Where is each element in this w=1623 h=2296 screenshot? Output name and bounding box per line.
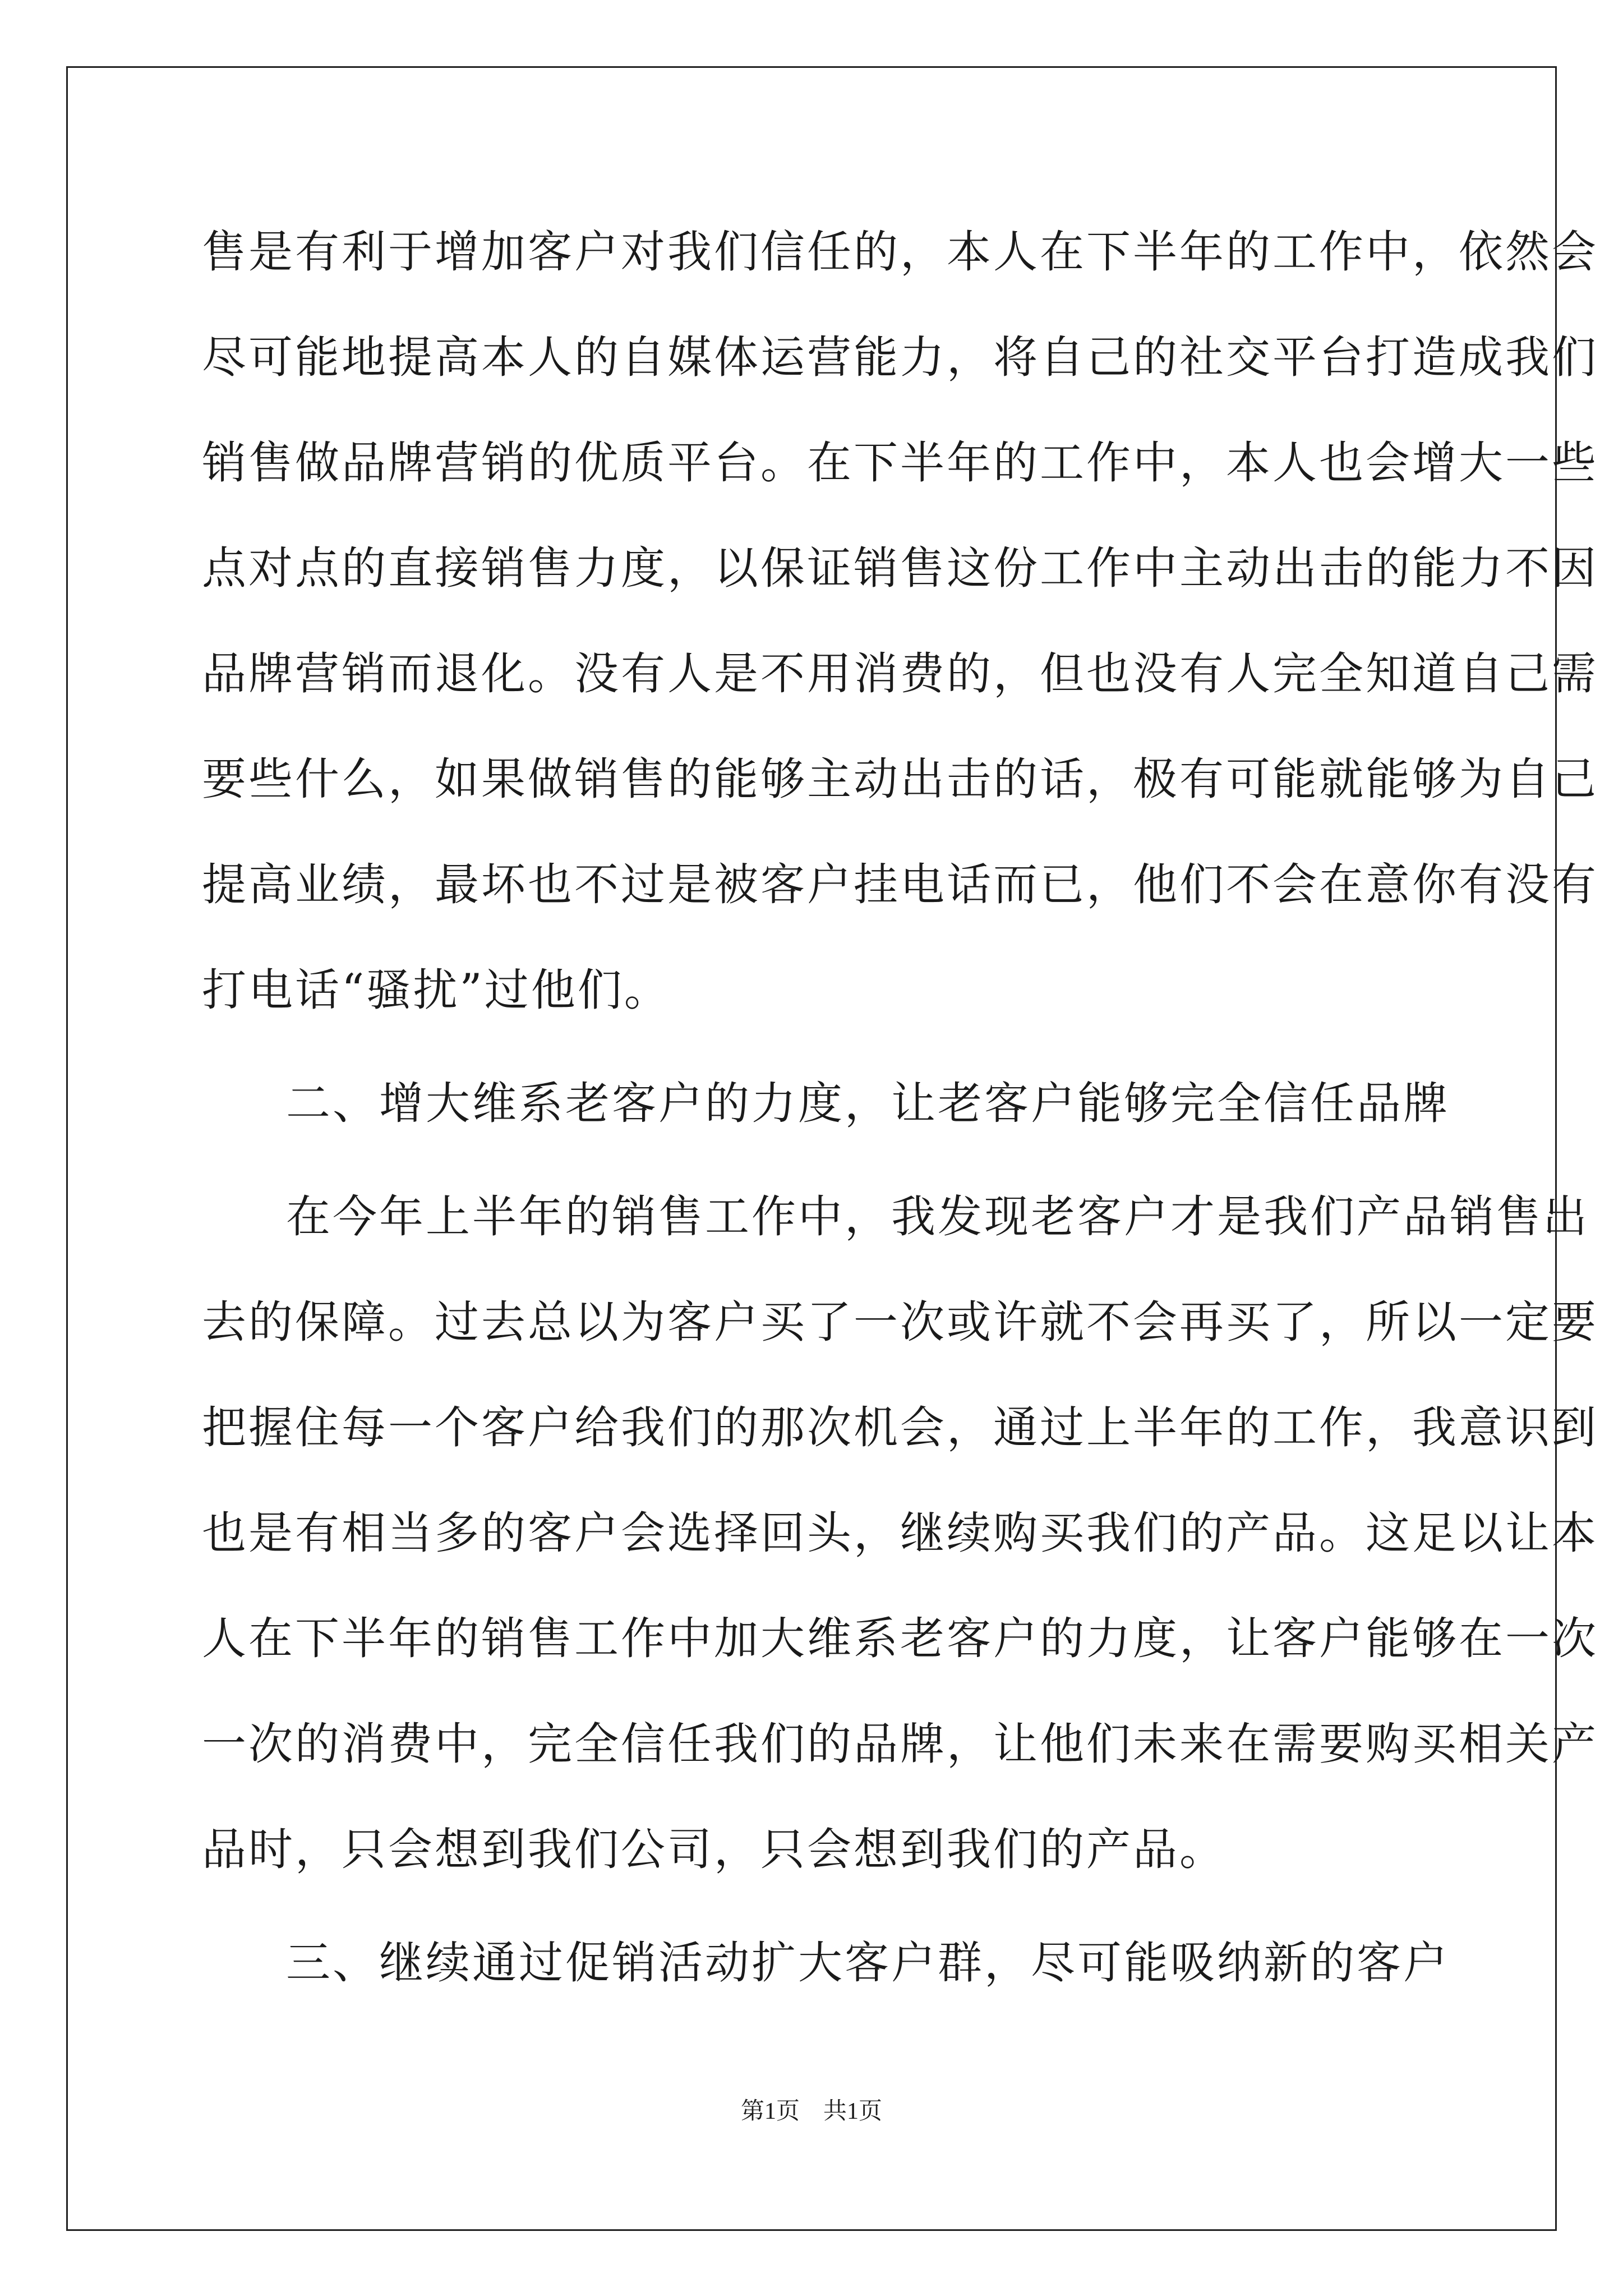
text-line: 一次的消费中，完全信任我们的品牌，让他们未来在需要购买相关产 [202,1718,1598,1770]
section-heading [202,1910,1450,2016]
document-body [202,199,1598,2016]
text-line: 提高业绩，最坏也不过是被客户挂电话而已，他们不会在意你有没有 [202,859,1598,910]
section-heading [202,1051,1450,1156]
page-number: 第1页 共1页 [740,2099,882,2124]
text-line: 人在下半年的销售工作中加大维系老客户的力度，让客户能够在一次 [202,1613,1598,1664]
text-line: 品时，只会想到我们公司，只会想到我们的产品。 [202,1824,1226,1875]
text-line: 要些什么，如果做销售的能够主动出击的话，极有可能就能够为自己 [202,753,1598,805]
text-line: 销售做品牌营销的优质平台。在下半年的工作中，本人也会增大一些 [202,437,1598,489]
text-line: 在今年上半年的销售工作中，我发现老客户才是我们产品销售出 [286,1191,1589,1243]
text-line: 品牌营销而退化。没有人是不用消费的，但也没有人完全知道自己需 [202,648,1598,700]
text-line: 三、继续通过促销活动扩大客户群，尽可能吸纳新的客户 [286,1937,1450,1989]
text-line: 二、增大维系老客户的力度，让老客户能够完全信任品牌 [286,1078,1450,1129]
paragraph [202,1164,1598,1902]
text-line: 也是有相当多的客户会选择回头，继续购买我们的产品。这足以让本 [202,1507,1598,1559]
text-line: 去的保障。过去总以为客户买了一次或许就不会再买了，所以一定要 [202,1296,1598,1348]
text-line: 把握住每一个客户给我们的那次机会，通过上半年的工作，我意识到 [202,1402,1598,1453]
paragraph [202,199,1598,1043]
text-line: 售是有利于增加客户对我们信任的，本人在下半年的工作中，依然会 [202,226,1598,278]
text-line: 打电话“骚扰”过他们。 [202,964,671,1016]
text-line: 尽可能地提高本人的自媒体运营能力，将自己的社交平台打造成我们 [202,332,1598,383]
text-line: 点对点的直接销售力度，以保证销售这份工作中主动出击的能力不因 [202,542,1598,594]
